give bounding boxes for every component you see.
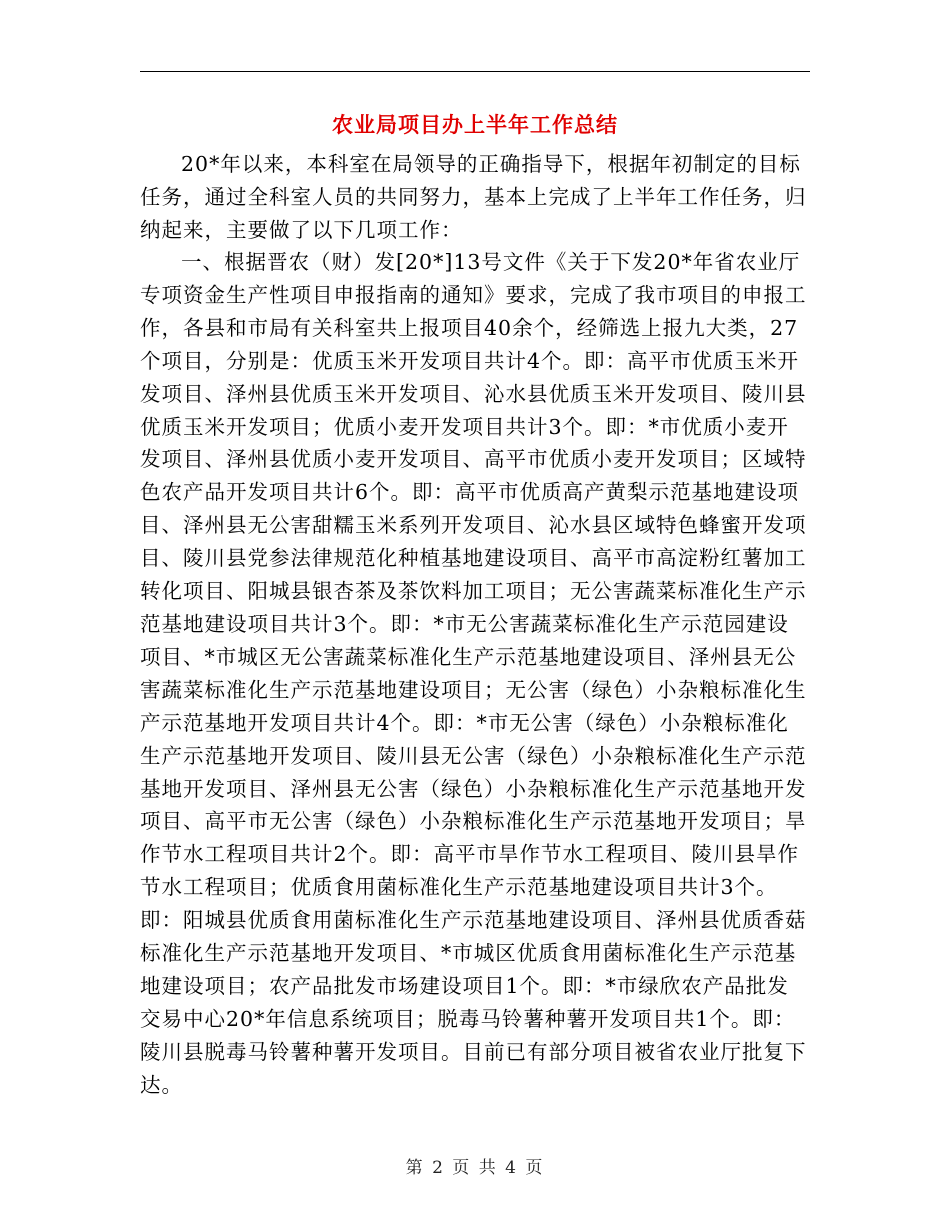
section-one-paragraph: 一、根据晋农（财）发[20*]13号文件《关于下发20*年省农业厅专项资金生产性项目申报指南的通知》要求，完成了我市项目的申报工作，各县和市局有关科室共上报项目40余个，经筛选上报九大类，27个项目，分别是：优质玉米开发项目共计4个。即：高平市优质玉米开发项目、泽州县优质玉米开发项目、沁水县优质玉米开发项目、陵川县优质玉米开发项目；优质小麦开发项目共计3个。即：*市优质小麦开发项目、泽州县优质小麦开发项目、高平市优质小麦开发项目；区域特色农产品开发项目共计6个。即：高平市优质高产黄梨示范基地建设项目、泽州县无公害甜糯玉米系列开发项目、沁水县区域特色蜂蜜开发项目、陵川县党参法律规范化种植基地建设项目、高平市高淀粉红薯加工转化项目、阳城县银杏茶及茶饮料加工项目；无公害蔬菜标准化生产示范基地建设项目共计3个。即：*市无公害蔬菜标准化生产示范园建设项目、*市城区无公害蔬菜标准化生产示范基地建设项目、泽州县无公害蔬菜标准化生产示范基地建设项目；无公害（绿色）小杂粮标准化生产示范基地开发项目共计4个。即：*市无公害（绿色）小杂粮标准化生产示范基地开发项目、陵川县无公害（绿色）小杂粮标准化生产示范基地开发项目、泽州县无公害（绿色）小杂粮标准化生产示范基地开发项目、高平市无公害（绿色）小杂粮标准化生产示范基地开发项目；旱作节水工程项目共计2个。即：高平市旱作节水工程项目、陵川县旱作节水工程项目；优质食用菌标准化生产示范基地建设项目共计3个。即：阳城县优质食用菌标准化生产示范基地建设项目、泽州县优质香菇标准化生产示范基地开发项目、*市城区优质食用菌标准化生产示范基地建设项目；农产品批发市场建设项目1个。即：*市绿欣农产品批发交易中心20*年信息系统项目；脱毒马铃薯种薯开发项目共1个。即：陵川县脱毒马铃薯种薯开发项目。目前已有部分项目被省农业厅批复下达。 xyxy=(140,250,807,1097)
intro-paragraph: 20*年以来，本科室在局领导的正确指导下，根据年初制定的目标任务，通过全科室人员的共同努力，基本上完成了上半年工作任务，归纳起来，主要做了以下几项工作： xyxy=(140,152,807,242)
header-rule xyxy=(140,71,810,72)
document-title: 农业局项目办上半年工作总结 xyxy=(332,113,618,137)
page-number-footer: 第 2 页 共 4 页 xyxy=(405,1158,545,1178)
